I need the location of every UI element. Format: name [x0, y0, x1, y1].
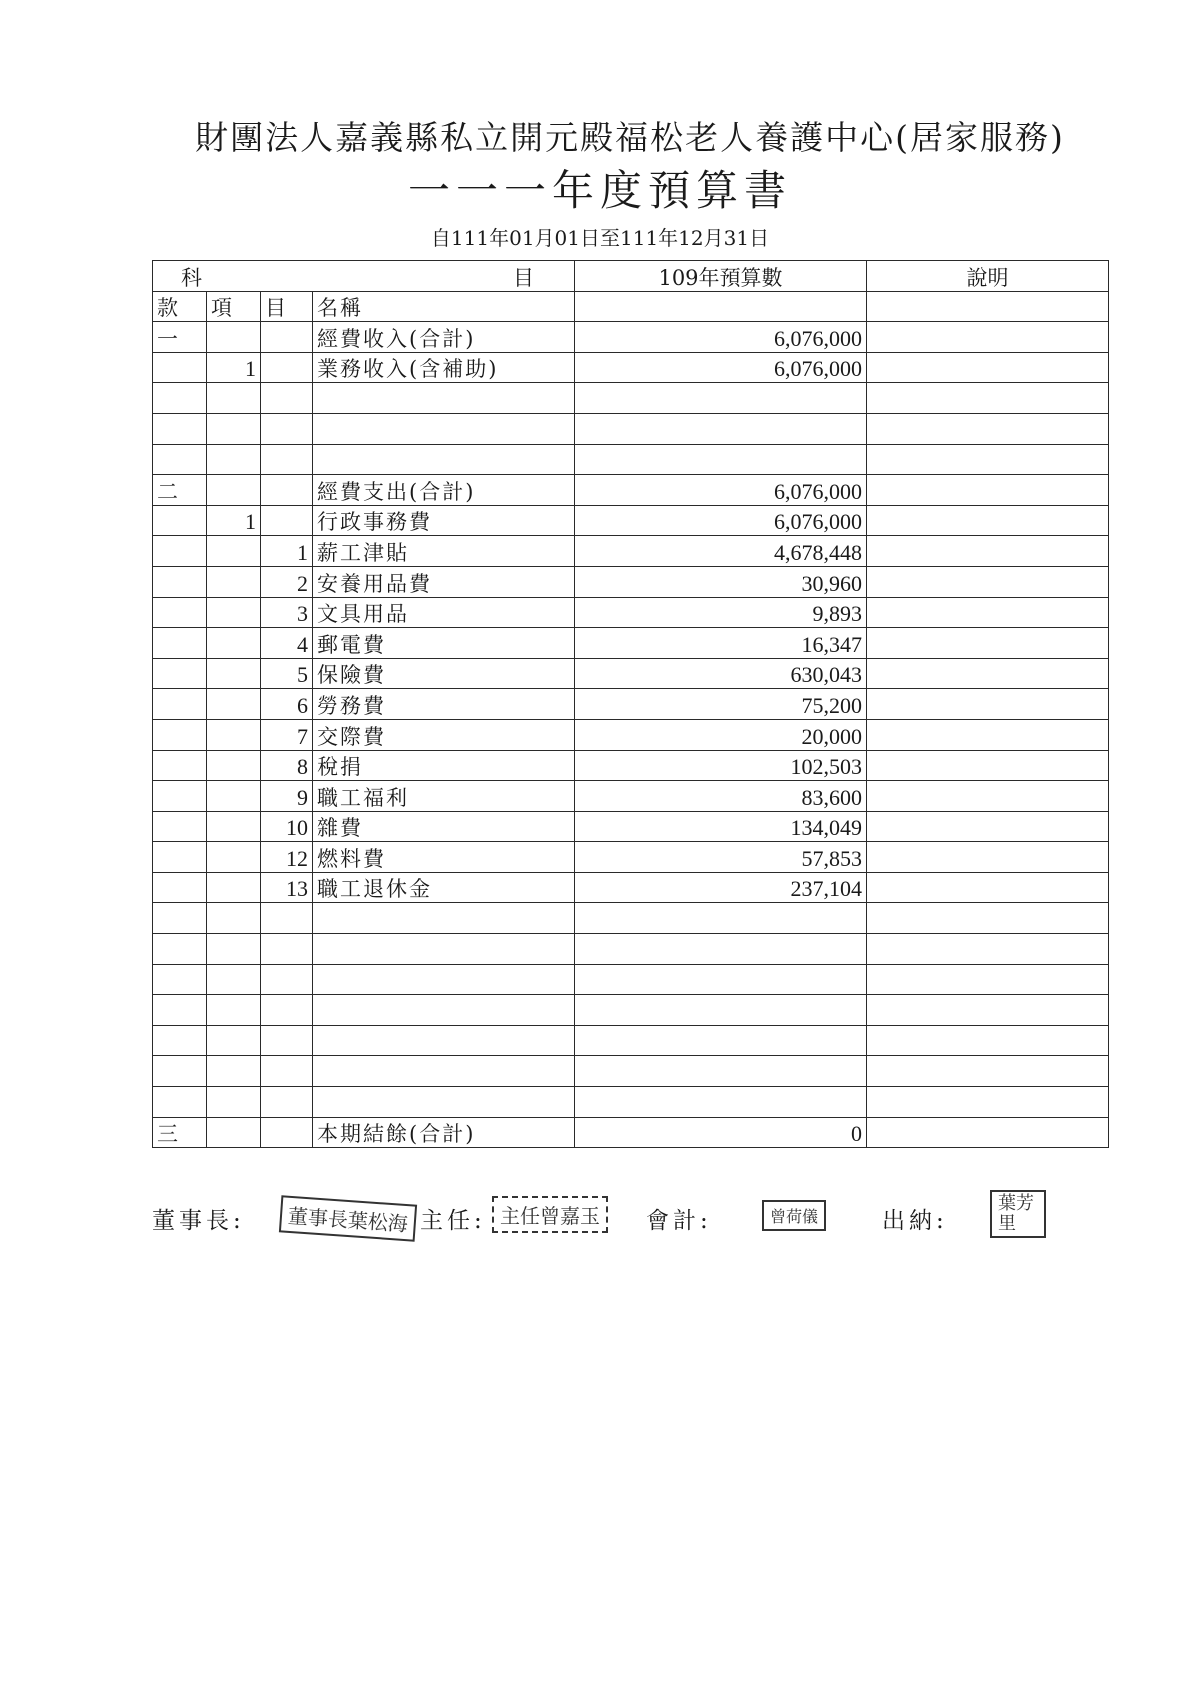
row-kuan — [153, 1056, 207, 1087]
row-note — [867, 536, 1109, 567]
row-kuan — [153, 352, 207, 383]
row-kuan — [153, 842, 207, 873]
row-kuan — [153, 872, 207, 903]
table-row — [153, 658, 1109, 689]
table-row — [153, 1025, 1109, 1056]
row-amount — [575, 1087, 867, 1118]
row-name: 薪工津貼 — [313, 536, 575, 567]
row-note — [867, 413, 1109, 444]
row-mu: 4 — [261, 628, 313, 659]
table-row — [153, 352, 1109, 383]
cashier-stamp: 葉芳里 — [990, 1190, 1046, 1238]
row-note — [867, 505, 1109, 536]
row-note — [867, 934, 1109, 965]
row-note — [867, 1087, 1109, 1118]
row-note — [867, 322, 1109, 353]
row-name: 業務收入(含補助) — [313, 352, 575, 383]
row-xiang — [207, 658, 261, 689]
row-kuan — [153, 628, 207, 659]
row-amount — [575, 964, 867, 995]
row-xiang — [207, 903, 261, 934]
row-amount — [575, 413, 867, 444]
table-row — [153, 934, 1109, 965]
row-amount — [575, 444, 867, 475]
row-amount: 83,600 — [575, 781, 867, 812]
row-kuan — [153, 750, 207, 781]
row-name: 雜費 — [313, 811, 575, 842]
row-mu: 5 — [261, 658, 313, 689]
table-row — [153, 1056, 1109, 1087]
row-kuan — [153, 383, 207, 414]
row-mu — [261, 413, 313, 444]
row-xiang — [207, 689, 261, 720]
row-name: 行政事務費 — [313, 505, 575, 536]
row-note — [867, 964, 1109, 995]
row-kuan: 三 — [153, 1117, 207, 1148]
row-xiang — [207, 413, 261, 444]
table-row — [153, 903, 1109, 934]
row-kuan — [153, 658, 207, 689]
row-mu — [261, 1056, 313, 1087]
row-xiang — [207, 995, 261, 1026]
table-row — [153, 689, 1109, 720]
row-amount: 6,076,000 — [575, 475, 867, 506]
table-row — [153, 444, 1109, 475]
row-xiang — [207, 964, 261, 995]
row-amount — [575, 934, 867, 965]
row-amount: 20,000 — [575, 719, 867, 750]
cashier-label: 出納: — [882, 1208, 948, 1234]
header-account — [153, 261, 575, 292]
row-name — [313, 934, 575, 965]
row-amount: 4,678,448 — [575, 536, 867, 567]
row-xiang: 1 — [207, 352, 261, 383]
row-amount: 630,043 — [575, 658, 867, 689]
budget-table — [152, 260, 1109, 1148]
row-name: 本期結餘(合計) — [313, 1117, 575, 1148]
row-name: 保險費 — [313, 658, 575, 689]
subheader-note-empty — [867, 291, 1109, 322]
row-note — [867, 1025, 1109, 1056]
row-kuan — [153, 689, 207, 720]
table-row — [153, 1117, 1109, 1148]
accountant-label: 會計: — [646, 1208, 712, 1234]
row-xiang — [207, 842, 261, 873]
row-mu — [261, 1087, 313, 1118]
row-amount: 102,503 — [575, 750, 867, 781]
table-row — [153, 597, 1109, 628]
row-note — [867, 842, 1109, 873]
accountant-stamp: 曾荷儀 — [762, 1200, 826, 1231]
row-note — [867, 872, 1109, 903]
row-name: 職工福利 — [313, 781, 575, 812]
row-mu: 2 — [261, 566, 313, 597]
table-row — [153, 536, 1109, 567]
row-name — [313, 995, 575, 1026]
row-xiang — [207, 934, 261, 965]
row-name — [313, 413, 575, 444]
row-name: 燃料費 — [313, 842, 575, 873]
row-note — [867, 781, 1109, 812]
row-kuan — [153, 934, 207, 965]
row-xiang: 1 — [207, 505, 261, 536]
table-row — [153, 475, 1109, 506]
row-kuan — [153, 566, 207, 597]
row-mu: 10 — [261, 811, 313, 842]
row-mu — [261, 903, 313, 934]
chairman-stamp: 董事長葉松海 — [279, 1195, 417, 1241]
row-xiang — [207, 475, 261, 506]
row-kuan — [153, 1087, 207, 1118]
row-kuan — [153, 781, 207, 812]
row-xiang — [207, 383, 261, 414]
row-amount: 134,049 — [575, 811, 867, 842]
row-amount: 9,893 — [575, 597, 867, 628]
row-name — [313, 444, 575, 475]
row-note — [867, 566, 1109, 597]
row-xiang — [207, 1025, 261, 1056]
header-note: 說明 — [867, 261, 1109, 292]
subheader-xiang: 項 — [207, 291, 261, 322]
row-note — [867, 903, 1109, 934]
subheader-kuan: 款 — [153, 291, 207, 322]
row-xiang — [207, 1087, 261, 1118]
row-name: 文具用品 — [313, 597, 575, 628]
subheader-name: 名稱 — [313, 291, 575, 322]
table-row — [153, 383, 1109, 414]
row-xiang — [207, 781, 261, 812]
row-xiang — [207, 1056, 261, 1087]
row-mu: 8 — [261, 750, 313, 781]
header-budget: 109年預算數 — [575, 261, 867, 292]
row-note — [867, 1056, 1109, 1087]
row-note — [867, 628, 1109, 659]
row-kuan — [153, 811, 207, 842]
row-mu — [261, 322, 313, 353]
row-xiang — [207, 536, 261, 567]
row-mu — [261, 352, 313, 383]
document-title: 一一一年度預算書 — [407, 166, 792, 215]
row-name — [313, 1056, 575, 1087]
row-kuan: 二 — [153, 475, 207, 506]
row-mu — [261, 505, 313, 536]
table-row — [153, 628, 1109, 659]
row-name — [313, 903, 575, 934]
row-amount — [575, 903, 867, 934]
table-row — [153, 505, 1109, 536]
director-label: 主任: — [420, 1208, 486, 1234]
row-amount: 75,200 — [575, 689, 867, 720]
row-amount: 6,076,000 — [575, 352, 867, 383]
header-ke: 科 — [181, 265, 202, 290]
row-note — [867, 597, 1109, 628]
subheader-budget-empty — [575, 291, 867, 322]
row-amount — [575, 383, 867, 414]
table-row — [153, 719, 1109, 750]
row-mu — [261, 1117, 313, 1148]
row-kuan — [153, 597, 207, 628]
row-mu: 3 — [261, 597, 313, 628]
row-note — [867, 1117, 1109, 1148]
table-row — [153, 1087, 1109, 1118]
row-amount — [575, 1056, 867, 1087]
subheader-mu: 目 — [261, 291, 313, 322]
row-xiang — [207, 750, 261, 781]
row-name: 職工退休金 — [313, 872, 575, 903]
table-row — [153, 842, 1109, 873]
row-mu: 7 — [261, 719, 313, 750]
director-stamp: 主任曾嘉玉 — [492, 1196, 608, 1233]
row-mu — [261, 995, 313, 1026]
row-name: 安養用品費 — [313, 566, 575, 597]
row-mu: 12 — [261, 842, 313, 873]
row-name: 經費支出(合計) — [313, 475, 575, 506]
header-mu: 目 — [513, 265, 534, 290]
row-amount: 57,853 — [575, 842, 867, 873]
row-mu: 6 — [261, 689, 313, 720]
row-note — [867, 750, 1109, 781]
row-name: 勞務費 — [313, 689, 575, 720]
row-xiang — [207, 1117, 261, 1148]
row-xiang — [207, 719, 261, 750]
org-title: 財團法人嘉義縣私立開元殿福松老人養護中心(居家服務) — [195, 118, 1065, 157]
row-kuan — [153, 413, 207, 444]
row-kuan — [153, 444, 207, 475]
row-name — [313, 1025, 575, 1056]
row-mu: 13 — [261, 872, 313, 903]
row-name — [313, 383, 575, 414]
signature-area — [152, 1190, 1052, 1280]
row-note — [867, 444, 1109, 475]
header-row — [153, 261, 1109, 292]
budget-period: 自111年01月01日至111年12月31日 — [430, 226, 770, 250]
row-note — [867, 383, 1109, 414]
row-note — [867, 995, 1109, 1026]
row-note — [867, 475, 1109, 506]
row-amount: 0 — [575, 1117, 867, 1148]
table-row — [153, 322, 1109, 353]
row-name: 經費收入(合計) — [313, 322, 575, 353]
row-xiang — [207, 628, 261, 659]
row-amount: 237,104 — [575, 872, 867, 903]
row-mu — [261, 964, 313, 995]
row-kuan — [153, 964, 207, 995]
row-note — [867, 689, 1109, 720]
row-xiang — [207, 566, 261, 597]
table-row — [153, 811, 1109, 842]
table-row — [153, 995, 1109, 1026]
table-row — [153, 781, 1109, 812]
row-mu — [261, 1025, 313, 1056]
row-name — [313, 964, 575, 995]
row-xiang — [207, 444, 261, 475]
table-row — [153, 964, 1109, 995]
row-name — [313, 1087, 575, 1118]
row-kuan — [153, 995, 207, 1026]
subheader-row — [153, 291, 1109, 322]
row-amount — [575, 995, 867, 1026]
row-kuan — [153, 536, 207, 567]
row-name: 稅捐 — [313, 750, 575, 781]
table-row — [153, 566, 1109, 597]
row-mu: 9 — [261, 781, 313, 812]
row-name: 交際費 — [313, 719, 575, 750]
row-kuan — [153, 505, 207, 536]
row-kuan — [153, 719, 207, 750]
row-amount — [575, 1025, 867, 1056]
row-name: 郵電費 — [313, 628, 575, 659]
row-kuan — [153, 1025, 207, 1056]
chairman-label: 董事長: — [152, 1208, 245, 1234]
row-amount: 30,960 — [575, 566, 867, 597]
row-mu: 1 — [261, 536, 313, 567]
table-row — [153, 750, 1109, 781]
row-note — [867, 719, 1109, 750]
table-row — [153, 413, 1109, 444]
row-xiang — [207, 811, 261, 842]
row-mu — [261, 475, 313, 506]
row-amount: 16,347 — [575, 628, 867, 659]
row-note — [867, 658, 1109, 689]
row-kuan — [153, 903, 207, 934]
table-row — [153, 872, 1109, 903]
row-xiang — [207, 597, 261, 628]
row-kuan: 一 — [153, 322, 207, 353]
row-amount: 6,076,000 — [575, 322, 867, 353]
row-note — [867, 352, 1109, 383]
row-xiang — [207, 872, 261, 903]
row-xiang — [207, 322, 261, 353]
row-mu — [261, 444, 313, 475]
row-amount: 6,076,000 — [575, 505, 867, 536]
row-mu — [261, 934, 313, 965]
row-note — [867, 811, 1109, 842]
row-mu — [261, 383, 313, 414]
